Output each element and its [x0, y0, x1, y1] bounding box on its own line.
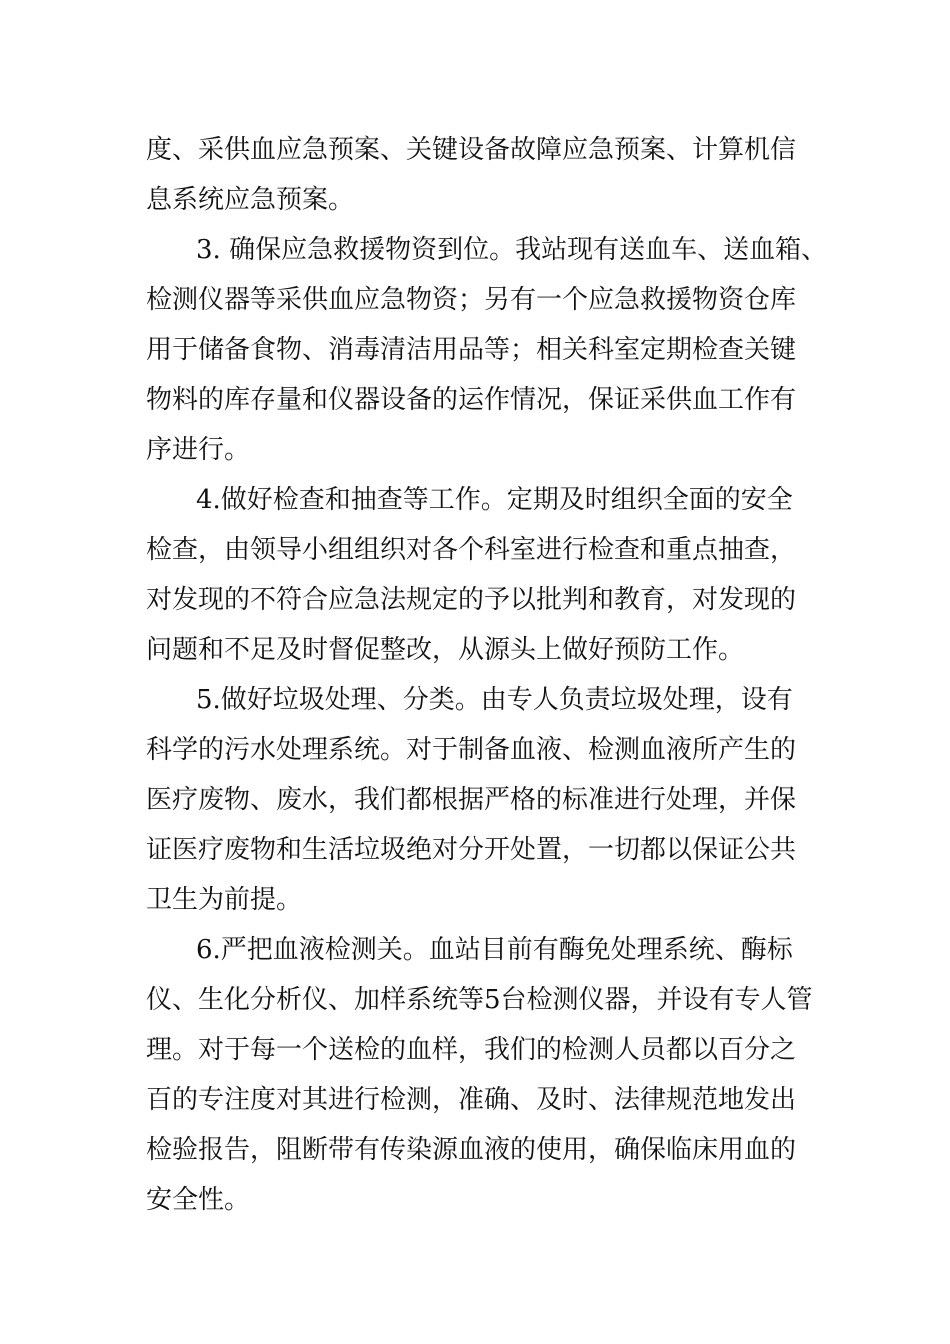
- text-line: 用于储备食物、消毒清洁用品等；相关科室定期检查关键: [146, 335, 797, 365]
- text-line: 卫生为前提。: [146, 885, 303, 915]
- text-line: 序进行。: [146, 435, 251, 465]
- text-line: 仪、生化分析仪、加样系统等5台检测仪器，并设有专人管: [146, 985, 813, 1015]
- text-line: 息系统应急预案。: [146, 185, 355, 215]
- text-line: 问题和不足及时督促整改，从源头上做好预防工作。: [146, 635, 745, 665]
- text-line: 安全性。: [146, 1185, 251, 1215]
- text-line: 4.做好检查和抽查等工作。定期及时组织全面的安全: [196, 485, 793, 515]
- text-line: 物料的库存量和仪器设备的运作情况，保证采供血工作有: [146, 385, 797, 415]
- text-line: 检验报告，阻断带有传染源血液的使用，确保临床用血的: [146, 1135, 797, 1165]
- text-line: 检测仪器等采供血应急物资；另有一个应急救援物资仓库: [146, 285, 797, 315]
- text-line: 检查，由领导小组组织对各个科室进行检查和重点抽查，: [146, 535, 797, 565]
- text-line: 5.做好垃圾处理、分类。由专人负责垃圾处理，设有: [196, 685, 793, 715]
- text-line: 证医疗废物和生活垃圾绝对分开处置，一切都以保证公共: [146, 835, 797, 865]
- text-line: 理。对于每一个送检的血样，我们的检测人员都以百分之: [146, 1035, 797, 1065]
- text-line: 6.严把血液检测关。血站目前有酶免处理系统、酶标: [196, 935, 793, 965]
- text-line: 百的专注度对其进行检测，准确、及时、法律规范地发出: [146, 1085, 797, 1115]
- text-line: 3. 确保应急救援物资到位。我站现有送血车、送血箱、: [196, 235, 828, 265]
- text-line: 医疗废物、废水，我们都根据严格的标准进行处理，并保: [146, 785, 797, 815]
- text-line: 科学的污水处理系统。对于制备血液、检测血液所产生的: [146, 735, 797, 765]
- text-line: 度、采供血应急预案、关键设备故障应急预案、计算机信: [146, 135, 797, 165]
- text-line: 对发现的不符合应急法规定的予以批判和教育，对发现的: [146, 585, 797, 615]
